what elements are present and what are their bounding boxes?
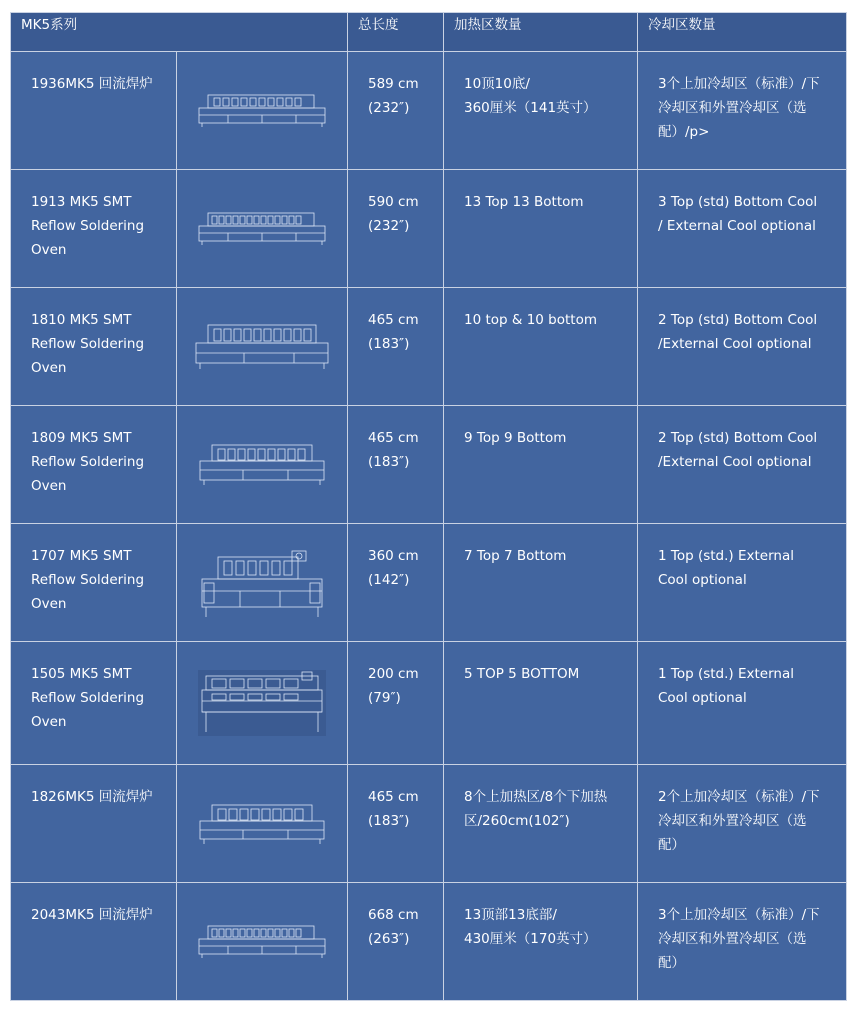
table-row: [11, 524, 847, 642]
length-cm: 465 cm: [368, 312, 419, 328]
oven-diagram-icon: [198, 803, 326, 845]
length-cell: [348, 765, 444, 883]
model-cell: [11, 642, 177, 765]
model-name: Reflow Soldering: [31, 454, 145, 470]
length-cell: [348, 170, 444, 288]
cooling-text: 3个上加冷却区（标准）/下冷却区和外置冷却区（选配）: [658, 907, 820, 971]
length-inch: (79″): [368, 690, 401, 706]
oven-diagram-icon: [194, 323, 330, 371]
table-row: [11, 288, 847, 406]
length-inch: (142″): [368, 572, 410, 588]
length-cell: [348, 642, 444, 765]
length-inch: (183″): [368, 336, 410, 352]
oven-image-cell: [177, 52, 348, 170]
cooling-text: 2 Top (std) Bottom Cool /External Cool optional: [658, 312, 818, 352]
length-inch: (183″): [368, 454, 410, 470]
model-name: 1810 MK5 SMT: [31, 312, 132, 328]
heating-text: 8个上加热区/8个下加热区/260cm(102″): [464, 789, 608, 829]
length-inch: (263″): [368, 931, 410, 947]
heating-cell: [444, 170, 638, 288]
oven-diagram-icon: [198, 925, 326, 959]
length-cm: 589 cm: [368, 76, 419, 92]
oven-diagram-icon: [198, 94, 326, 128]
model-cell: [11, 765, 177, 883]
model-name: Reflow Soldering: [31, 690, 145, 706]
length-cell: [348, 288, 444, 406]
model-name: 1505 MK5 SMT: [31, 666, 132, 682]
cooling-text: 2 Top (std) Bottom Cool /External Cool optional: [658, 430, 818, 470]
table-row: [11, 883, 847, 1001]
header-cooling-zones: 冷却区数量: [638, 13, 847, 52]
model-name: 2043MK5 回流焊炉: [31, 907, 153, 923]
model-cell: [11, 288, 177, 406]
model-cell: [11, 170, 177, 288]
model-name: Oven: [31, 478, 67, 494]
heating-text: 10 top & 10 bottom: [464, 312, 597, 328]
cooling-cell: [638, 524, 847, 642]
cooling-cell: [638, 288, 847, 406]
model-name: 1913 MK5 SMT: [31, 194, 132, 210]
heating-text: 5 TOP 5 BOTTOM: [464, 666, 580, 682]
heating-text: 13顶部13底部/: [464, 907, 557, 923]
cooling-cell: [638, 170, 847, 288]
model-name: 1826MK5 回流焊炉: [31, 789, 153, 805]
table-row: [11, 642, 847, 765]
model-name: 1936MK5 回流焊炉: [31, 76, 153, 92]
length-cell: [348, 52, 444, 170]
heating-cell: [444, 52, 638, 170]
heating-cell: [444, 406, 638, 524]
model-name: Reflow Soldering: [31, 336, 145, 352]
table-row: [11, 170, 847, 288]
heating-text: 430厘米（170英寸）: [464, 931, 597, 947]
length-cm: 590 cm: [368, 194, 419, 210]
model-cell: [11, 883, 177, 1001]
header-heating-zones: 加热区数量: [444, 13, 638, 52]
table-row: [11, 406, 847, 524]
model-name: Reflow Soldering: [31, 218, 145, 234]
oven-diagram-icon: [198, 212, 326, 246]
model-cell: [11, 406, 177, 524]
table-row: [11, 52, 847, 170]
cooling-text: 3 Top (std) Bottom Cool / External Cool optional: [658, 194, 818, 234]
oven-image-cell: [177, 406, 348, 524]
length-cell: [348, 883, 444, 1001]
cooling-cell: [638, 765, 847, 883]
table-row: [11, 765, 847, 883]
oven-image-cell: [177, 288, 348, 406]
cooling-cell: [638, 642, 847, 765]
oven-image-cell: [177, 883, 348, 1001]
length-cm: 668 cm: [368, 907, 419, 923]
spec-table: [10, 12, 847, 1001]
oven-diagram-icon: [198, 443, 326, 487]
header-series: MK5系列: [11, 13, 348, 52]
heating-cell: [444, 883, 638, 1001]
length-inch: (232″): [368, 100, 410, 116]
table-header-row: [11, 13, 847, 52]
heating-text: 13 Top 13 Bottom: [464, 194, 584, 210]
header-length: 总长度: [348, 13, 444, 52]
length-cm: 360 cm: [368, 548, 419, 564]
model-name: 1809 MK5 SMT: [31, 430, 132, 446]
cooling-cell: [638, 406, 847, 524]
oven-image-cell: [177, 170, 348, 288]
oven-image-cell: [177, 765, 348, 883]
oven-image-cell: [177, 642, 348, 765]
length-cm: 200 cm: [368, 666, 419, 682]
length-inch: (232″): [368, 218, 410, 234]
heating-cell: [444, 288, 638, 406]
length-cm: 465 cm: [368, 430, 419, 446]
model-name: Oven: [31, 596, 67, 612]
model-name: 1707 MK5 SMT: [31, 548, 132, 564]
heating-cell: [444, 642, 638, 765]
heating-cell: [444, 524, 638, 642]
cooling-text: 1 Top (std.) External Cool optional: [658, 666, 794, 706]
cooling-cell: [638, 883, 847, 1001]
length-cm: 465 cm: [368, 789, 419, 805]
heating-text: 9 Top 9 Bottom: [464, 430, 567, 446]
oven-image-cell: [177, 524, 348, 642]
cooling-text: 2个上加冷却区（标准）/下冷却区和外置冷却区（选配）: [658, 789, 820, 853]
model-name: Oven: [31, 242, 67, 258]
oven-diagram-icon: [200, 547, 324, 619]
model-name: Oven: [31, 360, 67, 376]
oven-diagram-icon: [198, 670, 326, 736]
heating-cell: [444, 765, 638, 883]
model-name: Oven: [31, 714, 67, 730]
cooling-cell: [638, 52, 847, 170]
length-cell: [348, 524, 444, 642]
heating-text: 360厘米（141英寸）: [464, 100, 597, 116]
cooling-text: 3个上加冷却区（标准）/下冷却区和外置冷却区（选配）/p>: [658, 76, 820, 140]
heating-text: 7 Top 7 Bottom: [464, 548, 567, 564]
model-cell: [11, 52, 177, 170]
length-cell: [348, 406, 444, 524]
model-cell: [11, 524, 177, 642]
model-name: Reflow Soldering: [31, 572, 145, 588]
length-inch: (183″): [368, 813, 410, 829]
cooling-text: 1 Top (std.) External Cool optional: [658, 548, 794, 588]
heating-text: 10顶10底/: [464, 76, 530, 92]
spec-table-container: [10, 12, 846, 1002]
